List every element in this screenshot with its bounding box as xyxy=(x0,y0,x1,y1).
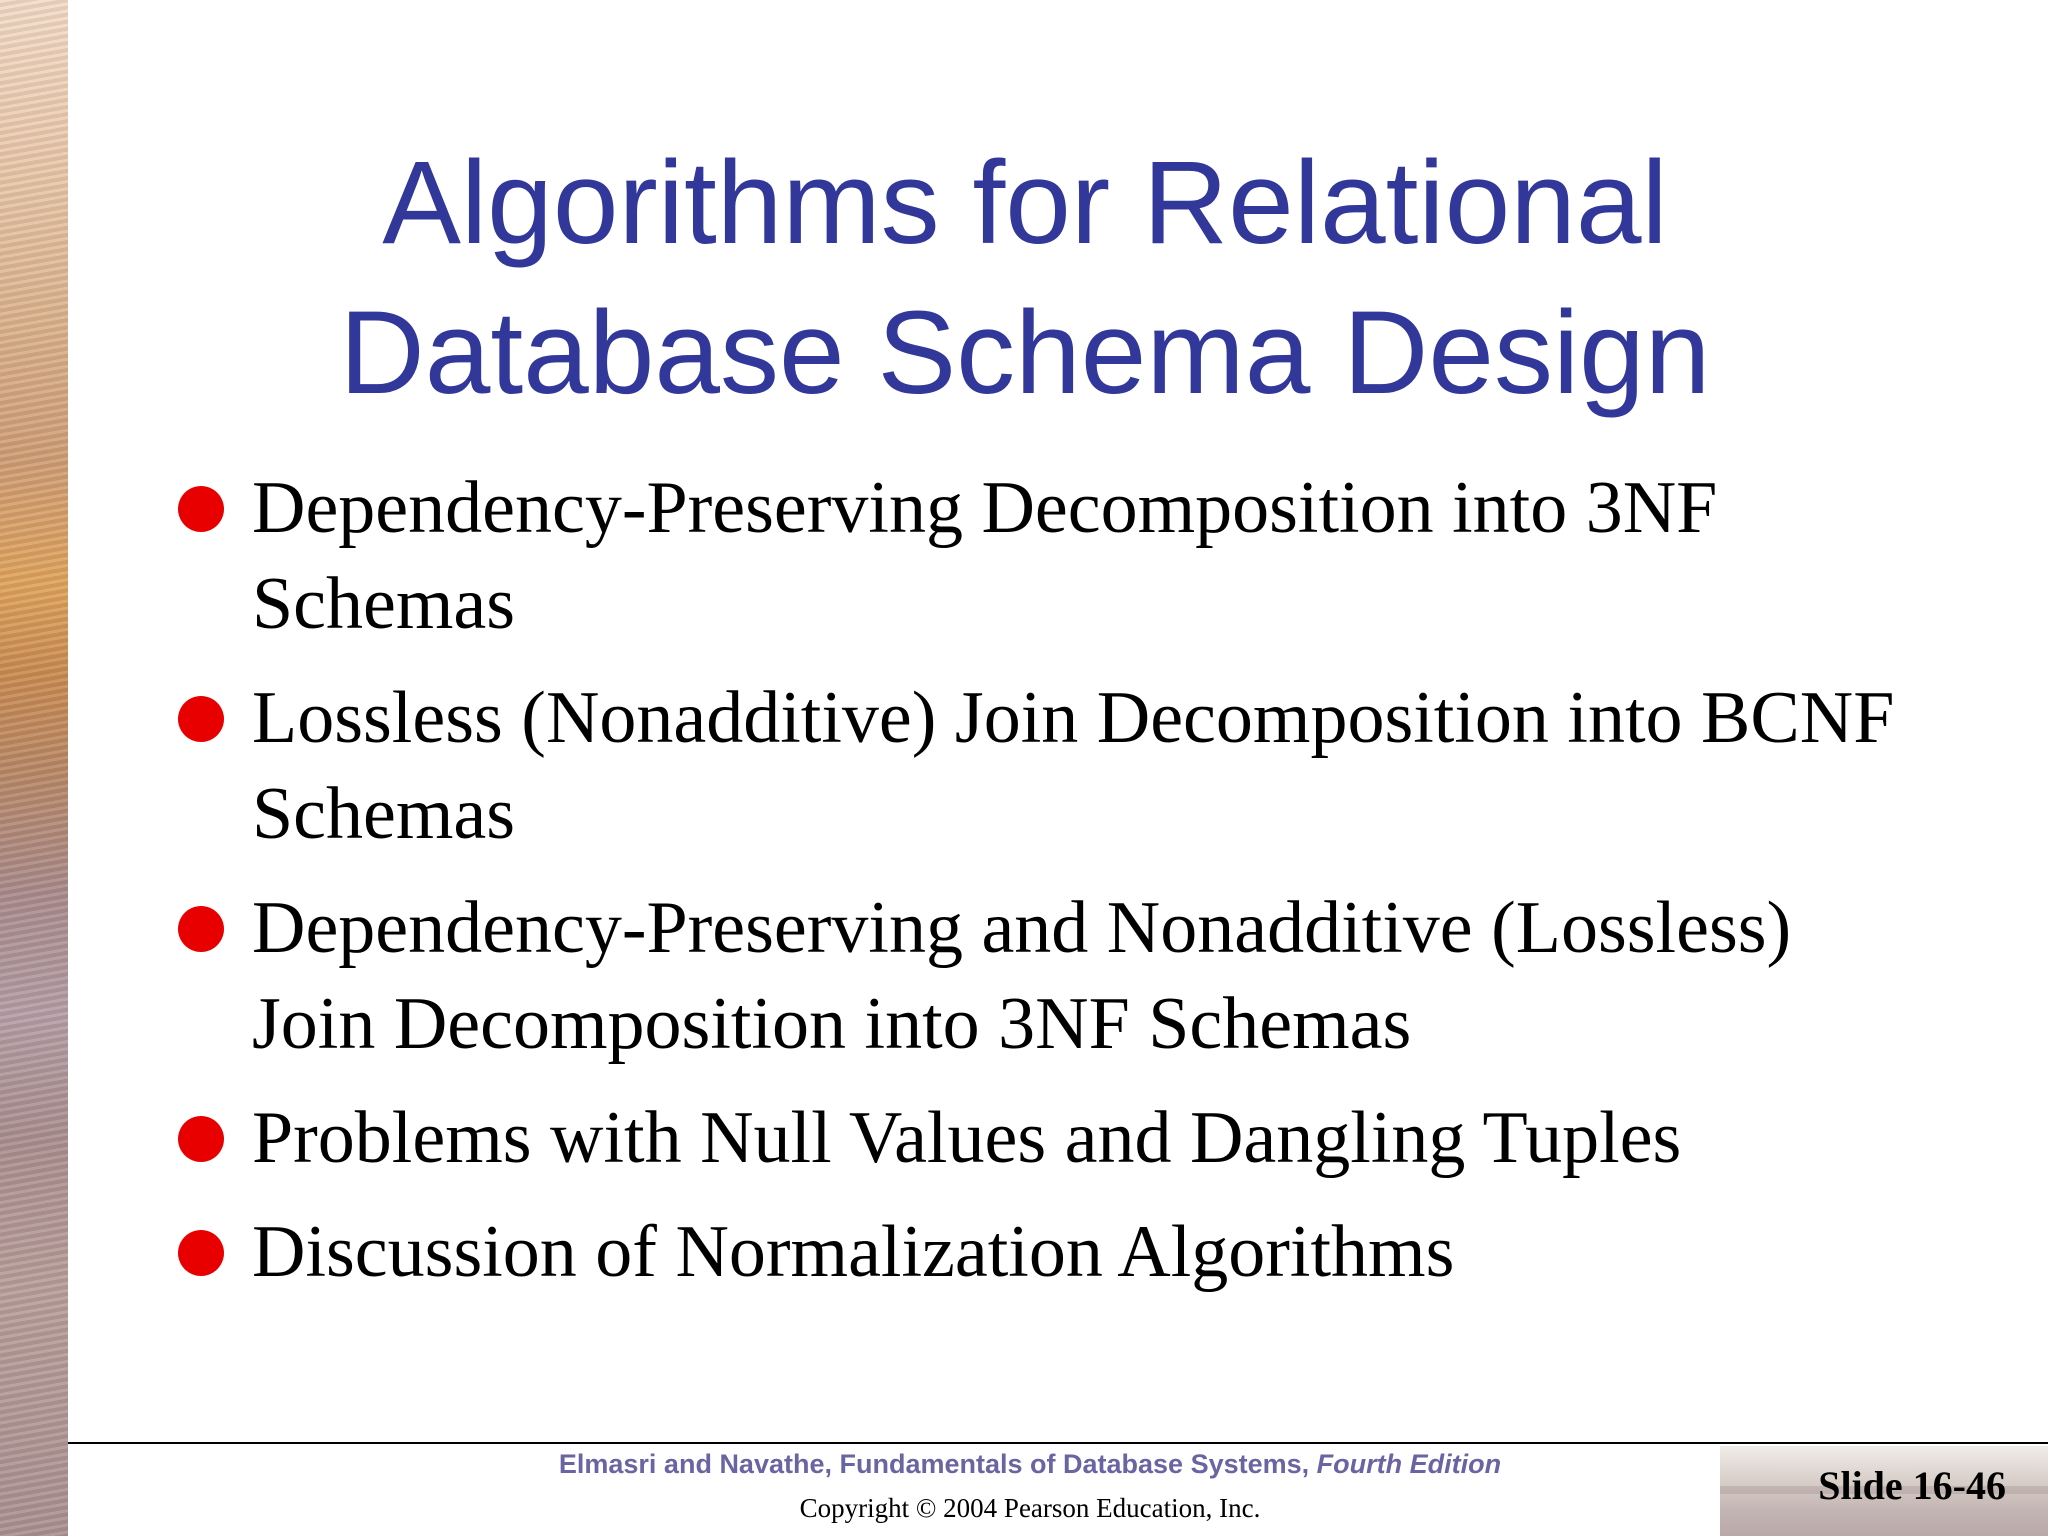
bullet-dot-icon xyxy=(178,1230,224,1276)
footer-divider xyxy=(68,1442,2048,1444)
decorative-side-image xyxy=(0,0,68,1536)
slide-title-line-2: Database Schema Design xyxy=(339,287,1711,419)
footer-citation xyxy=(430,1446,1630,1482)
slide-number-box xyxy=(1720,1446,2048,1536)
bullet-list xyxy=(176,460,1896,1318)
bullet-item xyxy=(176,670,1896,862)
bullet-dot-icon xyxy=(178,1116,224,1162)
slide-title-line-1: Algorithms for Relational xyxy=(382,137,1668,269)
bullet-dot-icon xyxy=(178,696,224,742)
footer-copyright: Copyright © 2004 Pearson Education, Inc. xyxy=(799,1493,1261,1523)
footer-edition: Fourth Edition xyxy=(1316,1449,1502,1479)
bullet-text: Lossless (Nonadditive) Join Decomposition into BCNF Schemas xyxy=(252,677,1895,855)
bullet-text: Dependency-Preserving Decomposition into 3NF Schemas xyxy=(252,467,1718,645)
bullet-dot-icon xyxy=(178,486,224,532)
bullet-text: Dependency-Preserving and Nonadditive (Lossless) Join Decomposition into 3NF Schemas xyxy=(252,887,1792,1065)
bullet-item xyxy=(176,1204,1896,1300)
footer-authors: Elmasri and Navathe, Fundamentals of Database Systems, xyxy=(558,1449,1310,1479)
bullet-text: Discussion of Normalization Algorithms xyxy=(252,1211,1455,1293)
slide-number: Slide 16-46 xyxy=(1818,1463,2006,1508)
bullet-item xyxy=(176,880,1896,1072)
bullet-text: Problems with Null Values and Dangling Tuples xyxy=(252,1097,1682,1179)
bullet-item xyxy=(176,460,1896,652)
slide-title xyxy=(120,128,1930,428)
bullet-item xyxy=(176,1090,1896,1186)
bullet-dot-icon xyxy=(178,906,224,952)
